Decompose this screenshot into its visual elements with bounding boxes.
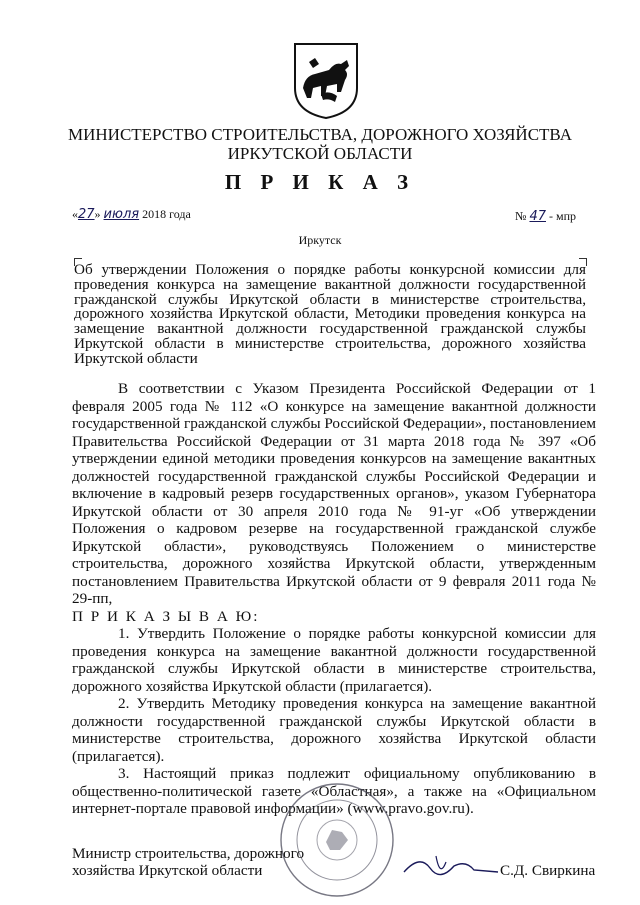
order-subject: Об утверждении Положения о порядке работы конкурсной комиссии для проведения конкурса на замещение вакантной должности государственной гражданской службы Иркутской области в министерстве строительства, дорожного хозяйства Иркутской области, Методики проведения конкурса на замещение вакантной должности государственной гражданской службы Иркутской области в министерстве строительства, дорожного хозяйства Иркутской области <box>74 261 586 367</box>
signatory-name: С.Д. Свиркина <box>500 862 596 879</box>
ministry-name-line1: МИНИСТЕРСТВО СТРОИТЕЛЬСТВА, ДОРОЖНОГО ХОЗЯЙСТВА <box>68 125 572 144</box>
signatory-title <box>72 845 304 879</box>
number-prefix: № <box>515 209 527 223</box>
order-number <box>515 209 576 224</box>
order-word: П Р И К А З Ы В А Ю: <box>72 607 260 625</box>
order-date <box>72 207 191 222</box>
preamble-paragraph: В соответствии с Указом Президента Российской Федерации от 1 февраля 2005 года № 112 «О конкурсе на замещение вакантной должности государственной гражданской службы Российской Федерации», постановлением Правительства Российской Федерации от 31 марта 2018 года № 397 «Об утверждении единой методики проведения конкурсов на замещение вакантных должностей государственной гражданской службы Российской Федерации и включение в кадровый резерв государственных органов», указом Губернатора Иркутской области от 30 апреля 2010 года № 91-уг «Об утверждении Положения о кадровом резерве на государственной гражданской службе Иркутской области», руководствуясь Положением о министерстве строительства, дорожного хозяйства Иркутской области, утвержденным постановлением Правительства Иркутской области от 9 февраля 2011 года № 29-пп, <box>72 380 596 607</box>
date-close-quote: » <box>94 207 101 221</box>
date-open-quote: « <box>72 207 78 221</box>
date-month: июля <box>103 207 140 222</box>
document-type-heading: П Р И К А З <box>224 170 416 194</box>
date-year: 2018 года <box>142 207 191 221</box>
order-body <box>72 380 596 818</box>
order-item-1: 1. Утвердить Положение о порядке работы конкурсной комиссии для проведения конкурса на замещение вакантной должности государственной гражданской службы Иркутской области в министерстве строительства, дорожного хозяйства Иркутской области (прилагается). <box>72 625 596 695</box>
signatory-title-line2: хозяйства Иркутской области <box>72 862 263 879</box>
ministry-name-line2: ИРКУТСКОЙ ОБЛАСТИ <box>227 144 413 163</box>
order-item-2: 2. Утвердить Методику проведения конкурса на замещение вакантной должности государственной гражданской службы Иркутской области в министерстве строительства, дорожного хозяйства Иркутской области (прилагается). <box>72 695 596 765</box>
official-seal-stamp <box>262 780 412 900</box>
handwritten-signature <box>400 848 500 888</box>
signatory-title-line1: Министр строительства, дорожного <box>72 845 305 862</box>
number-suffix: - мпр <box>549 209 577 223</box>
date-day: 27 <box>78 207 95 222</box>
number-value: 47 <box>529 209 546 224</box>
coat-of-arms-emblem <box>291 40 361 120</box>
city-name: Иркутск <box>298 233 342 247</box>
order-item-3: 3. Настоящий приказ подлежит официальному опубликованию в общественно-политической газете «Областная», а также на «Официальном интернет-портале правовой информации» (www.pravo.gov.ru). <box>72 765 596 817</box>
